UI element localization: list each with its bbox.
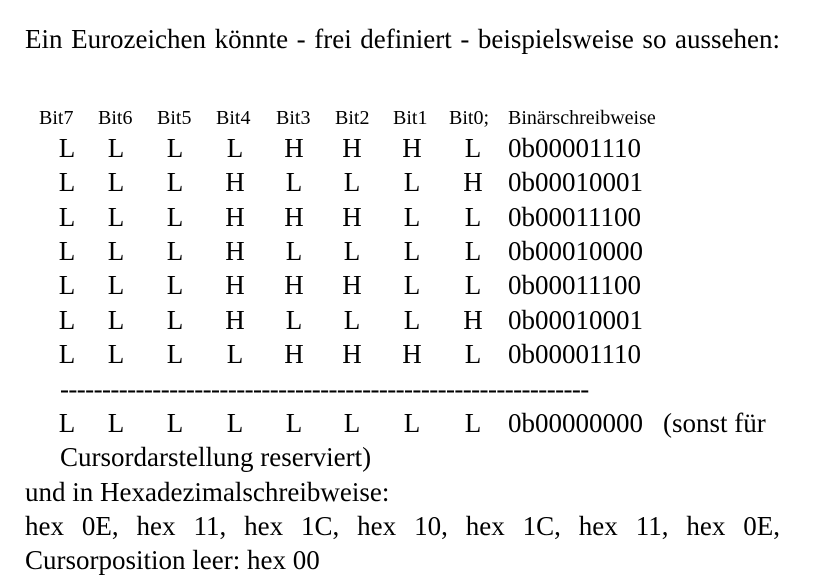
- bit-cell: L: [285, 305, 303, 335]
- cursor-note: Cursordarstellung reserviert): [60, 442, 372, 472]
- bit-cell: L: [285, 236, 303, 266]
- bit-cell: L: [464, 133, 482, 163]
- bit-cell: L: [464, 408, 482, 438]
- bit-cell: L: [166, 408, 184, 438]
- bit-cell: L: [166, 202, 184, 232]
- bit-cell: L: [464, 202, 482, 232]
- binary-value: 0b00000000: [508, 408, 643, 438]
- bit-cell: L: [403, 408, 421, 438]
- bit-cell: H: [284, 270, 304, 300]
- bit-cell: L: [166, 133, 184, 163]
- bit-cell: L: [166, 339, 184, 369]
- bit-cell: L: [403, 270, 421, 300]
- cursor-note-start: (sonst für: [663, 408, 766, 438]
- bit-cell: L: [464, 339, 482, 369]
- bit-cell: H: [225, 202, 245, 232]
- bit-cell: L: [403, 167, 421, 197]
- bit-cell: L: [58, 339, 76, 369]
- bit-cell: L: [403, 236, 421, 266]
- bit-cell: H: [284, 339, 304, 369]
- binary-value: 0b00010001: [508, 167, 643, 197]
- bit-cell: L: [107, 202, 125, 232]
- bit-cell: L: [166, 167, 184, 197]
- bit-cell: L: [226, 133, 244, 163]
- bit-cell: L: [58, 236, 76, 266]
- bit-cell: L: [107, 339, 125, 369]
- bit-cell: L: [285, 408, 303, 438]
- bit-cell: L: [107, 305, 125, 335]
- binary-value: 0b00010001: [508, 305, 643, 335]
- bit-cell: L: [403, 305, 421, 335]
- bit-cell: L: [107, 133, 125, 163]
- header-bit-6: Bit6: [98, 107, 133, 129]
- bit-cell: H: [463, 305, 483, 335]
- header-bit-2: Bit2: [335, 107, 370, 129]
- bit-cell: L: [107, 408, 125, 438]
- bit-cell: L: [343, 305, 361, 335]
- binary-value: 0b00011100: [508, 202, 641, 232]
- bit-cell: L: [285, 167, 303, 197]
- header-binary: Binärschreibweise: [508, 107, 656, 129]
- binary-value: 0b00001110: [508, 133, 641, 163]
- bit-cell: H: [225, 236, 245, 266]
- bit-cell: L: [403, 202, 421, 232]
- bit-cell: L: [166, 305, 184, 335]
- bit-cell: H: [284, 133, 304, 163]
- hex-values: hex 0E, hex 11, hex 1C, hex 10, hex 1C, hex 11, hex 0E,: [25, 511, 780, 541]
- bit-cell: L: [58, 167, 76, 197]
- bit-cell: L: [226, 408, 244, 438]
- bit-cell: L: [58, 133, 76, 163]
- bit-cell: L: [58, 202, 76, 232]
- hex-empty-cursor: Cursorposition leer: hex 00: [25, 545, 320, 575]
- bit-cell: L: [107, 270, 125, 300]
- bit-cell: L: [166, 270, 184, 300]
- bit-cell: L: [464, 270, 482, 300]
- bit-cell: L: [464, 236, 482, 266]
- bit-cell: H: [402, 339, 422, 369]
- bit-cell: H: [342, 133, 362, 163]
- bit-cell: L: [107, 167, 125, 197]
- bit-cell: H: [225, 167, 245, 197]
- bit-cell: L: [58, 408, 76, 438]
- hex-heading: und in Hexadezimalschreibweise:: [25, 477, 390, 507]
- bit-cell: L: [343, 236, 361, 266]
- bit-cell: H: [225, 270, 245, 300]
- bit-cell: H: [463, 167, 483, 197]
- bit-cell: H: [284, 202, 304, 232]
- bit-cell: L: [226, 339, 244, 369]
- bit-cell: L: [107, 236, 125, 266]
- header-bit-5: Bit5: [157, 107, 192, 129]
- header-bit-0: Bit0;: [449, 107, 490, 129]
- bit-cell: L: [166, 236, 184, 266]
- header-bit-4: Bit4: [216, 107, 251, 129]
- bit-cell: H: [342, 202, 362, 232]
- header-bit-3: Bit3: [276, 107, 311, 129]
- bit-cell: L: [343, 167, 361, 197]
- bit-cell: L: [58, 270, 76, 300]
- bit-cell: L: [58, 305, 76, 335]
- bit-cell: L: [343, 408, 361, 438]
- bit-cell: H: [342, 270, 362, 300]
- bit-cell: H: [342, 339, 362, 369]
- intro-paragraph: Ein Eurozeichen könnte - frei definiert - beispielsweise so aussehen:: [25, 24, 780, 54]
- binary-value: 0b00010000: [508, 236, 643, 266]
- bit-cell: H: [225, 305, 245, 335]
- bit-cell: H: [402, 133, 422, 163]
- table-separator: ---------------------------------------------------------------: [60, 374, 589, 404]
- header-bit-1: Bit1: [393, 107, 428, 129]
- binary-value: 0b00011100: [508, 270, 641, 300]
- header-bit-7: Bit7: [39, 107, 74, 129]
- binary-value: 0b00001110: [508, 339, 641, 369]
